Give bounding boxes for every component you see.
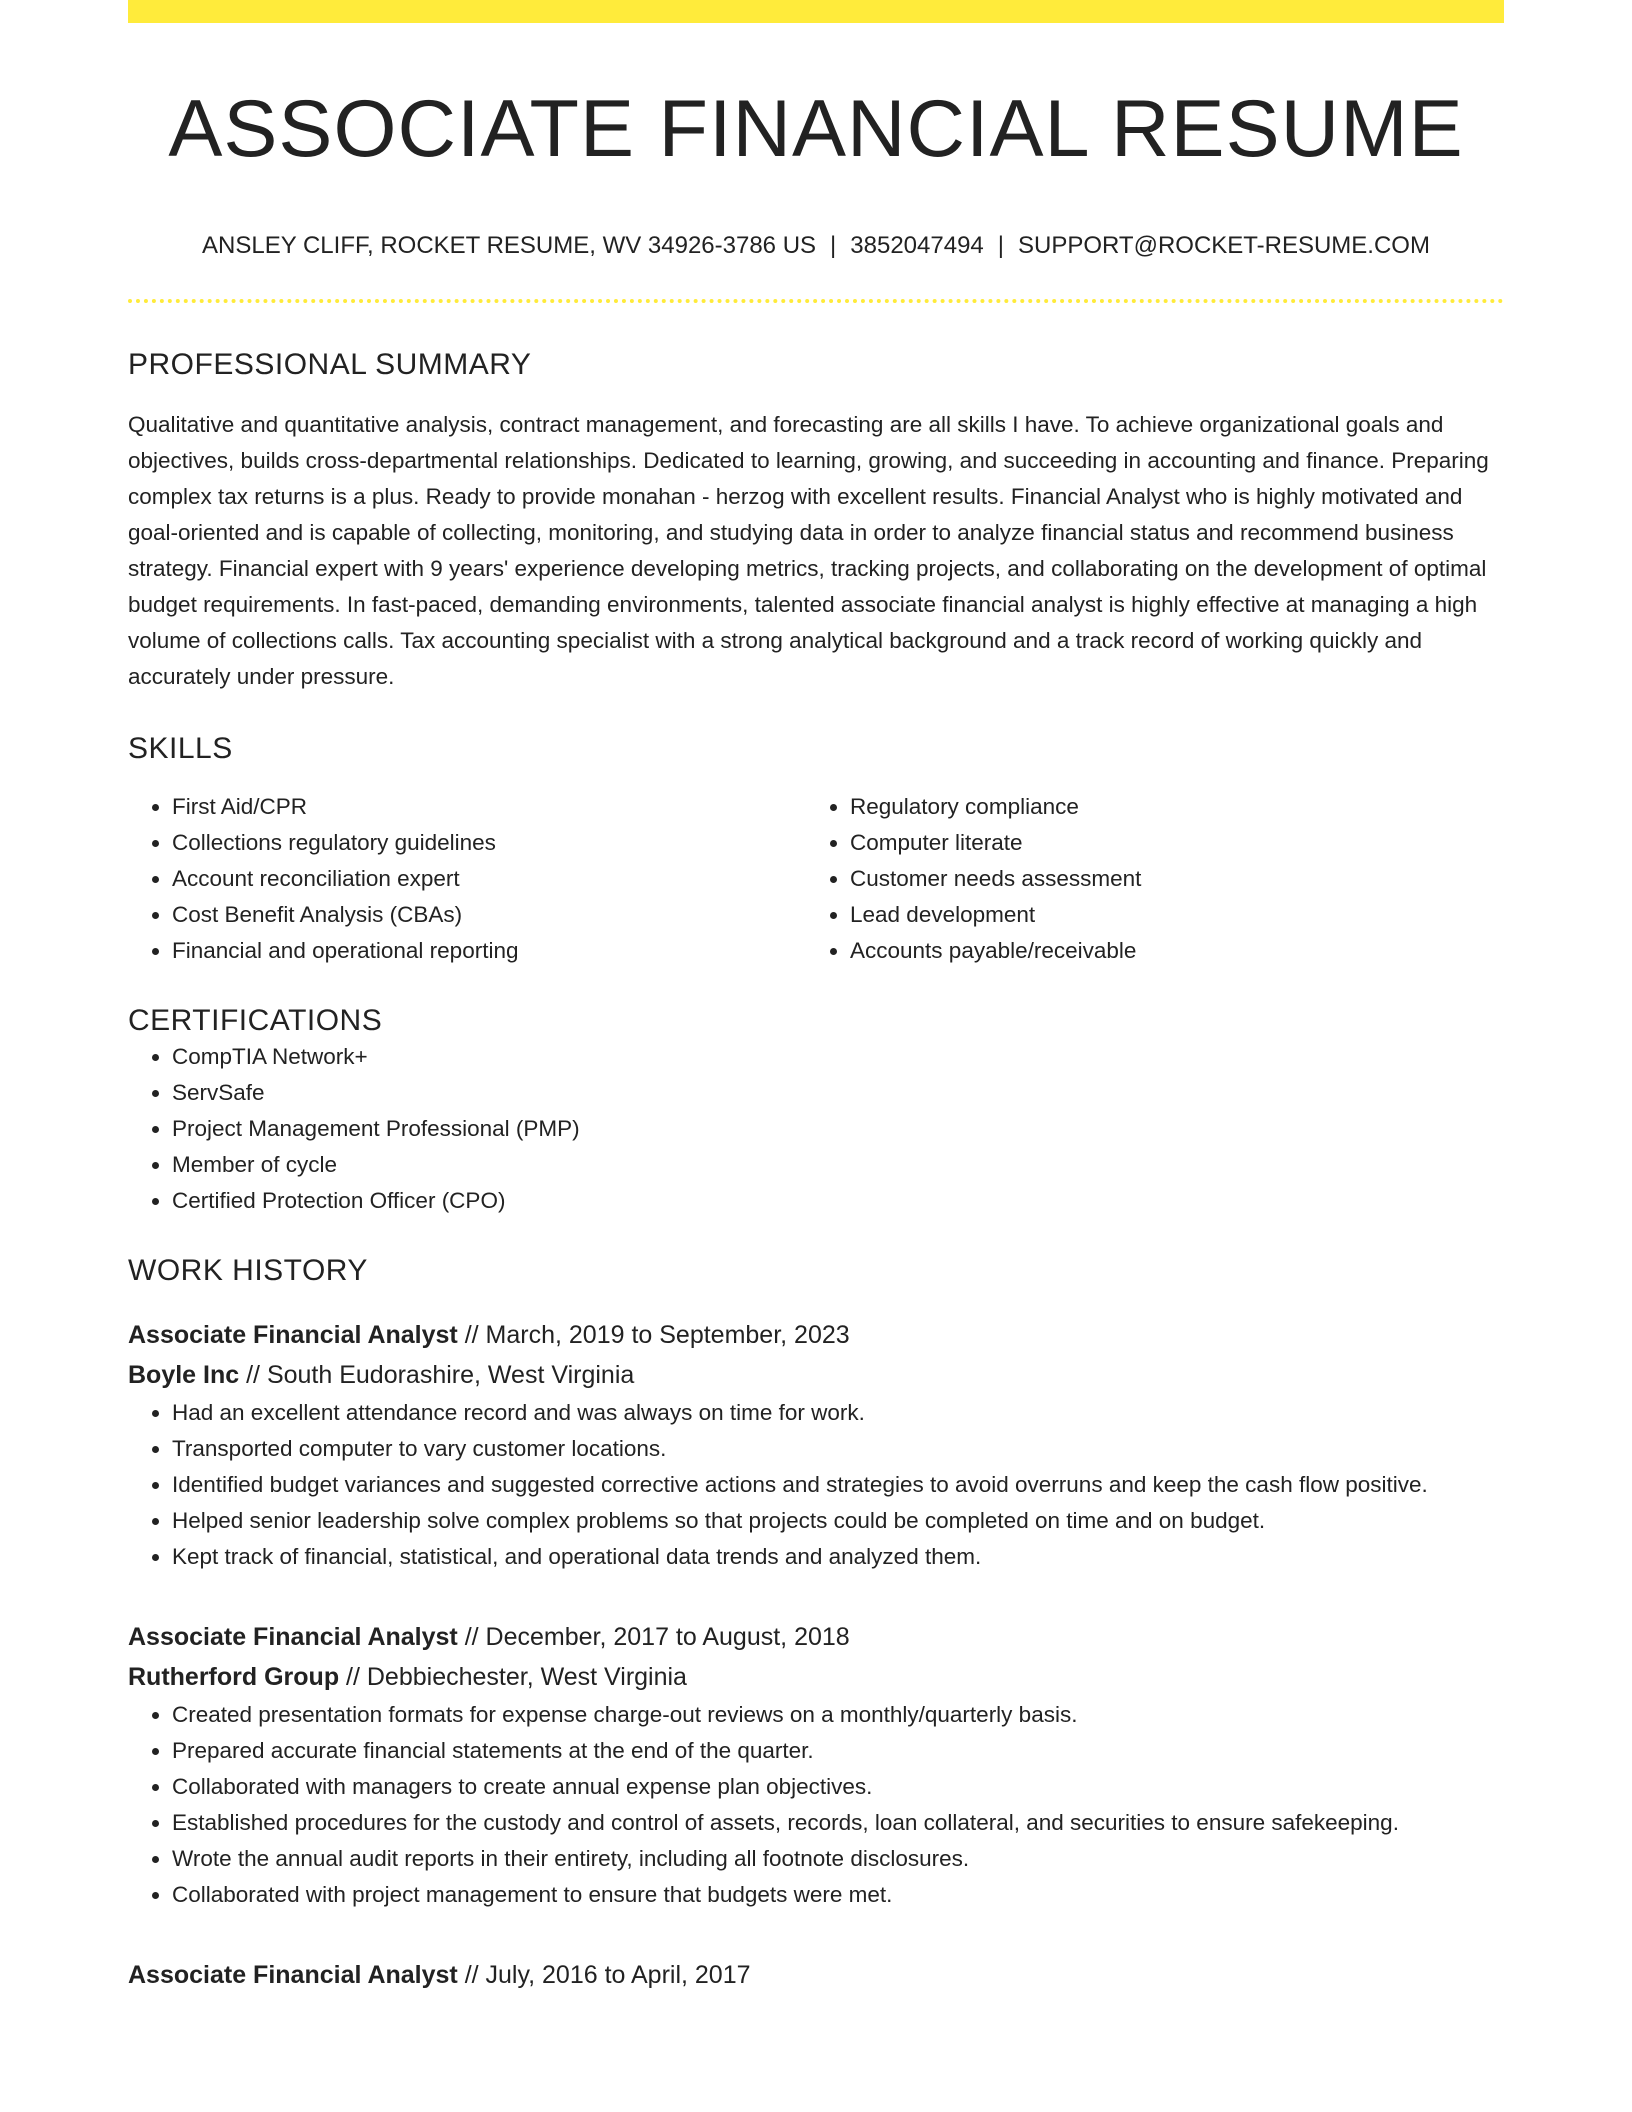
skill-item: • Accounts payable/receivable [850,933,1484,969]
job-title: Associate Financial Analyst [128,1961,458,1990]
job-duty-item: • Wrote the annual audit reports in their entirety, including all footnote disclosures. [172,1841,1504,1877]
contact-separator: | [830,232,837,260]
job-dates: // December, 2017 to August, 2018 [457,1623,850,1652]
job-duty-item: • Collaborated with managers to create annual expense plan objectives. [172,1769,1504,1805]
skills-column-left [128,789,806,969]
skills-heading: SKILLS [128,732,233,766]
certification-item: • Certified Protection Officer (CPO) [172,1183,1504,1219]
skills-grid [128,789,1504,969]
job-entry [128,1315,1504,1575]
resume-title: ASSOCIATE FINANCIAL RESUME [168,84,1464,174]
job-title: Associate Financial Analyst [128,1321,458,1350]
skill-item: • Collections regulatory guidelines [172,825,806,861]
job-title-line [128,1955,1504,1995]
dotted-divider [128,299,1504,303]
skill-item: • Cost Benefit Analysis (CBAs) [172,897,806,933]
job-location: // Debbiechester, West Virginia [339,1663,687,1692]
contact-address: ANSLEY CLIFF, ROCKET RESUME, WV 34926-3786 US [202,232,817,260]
job-location: // South Eudorashire, West Virginia [239,1361,635,1390]
skill-item: • First Aid/CPR [172,789,806,825]
job-duty-item: • Collaborated with project management to ensure that budgets were met. [172,1877,1504,1913]
skills-column-right [806,789,1484,969]
job-duty-item: • Identified budget variances and suggested corrective actions and strategies to avoid overruns and keep the cash flow positive. [172,1467,1504,1503]
job-dates: // March, 2019 to September, 2023 [457,1321,850,1350]
job-dates: // July, 2016 to April, 2017 [457,1961,751,1990]
skill-item: • Financial and operational reporting [172,933,806,969]
skill-item: • Customer needs assessment [850,861,1484,897]
job-company: Boyle Inc [128,1361,240,1390]
job-company-line [128,1355,1504,1395]
job-duties-list [128,1395,1504,1575]
summary-heading: PROFESSIONAL SUMMARY [128,348,532,382]
job-entry [128,1617,1504,1913]
job-duties-list [128,1697,1504,1913]
job-company: Rutherford Group [128,1663,340,1692]
certification-item: • Project Management Professional (PMP) [172,1111,1504,1147]
skill-item: • Regulatory compliance [850,789,1484,825]
resume-page [128,0,1504,1995]
contact-separator: | [997,232,1004,260]
job-title-line [128,1315,1504,1355]
job-duty-item: • Had an excellent attendance record and was always on time for work. [172,1395,1504,1431]
skill-item: • Account reconciliation expert [172,861,806,897]
top-accent-bar [128,0,1504,23]
certification-item: • ServSafe [172,1075,1504,1111]
job-title: Associate Financial Analyst [128,1623,458,1652]
job-duty-item: • Helped senior leadership solve complex problems so that projects could be completed on time and on budget. [172,1503,1504,1539]
job-duty-item: • Prepared accurate financial statements at the end of the quarter. [172,1733,1504,1769]
skill-item: • Computer literate [850,825,1484,861]
job-duty-item: • Kept track of financial, statistical, and operational data trends and analyzed them. [172,1539,1504,1575]
job-entry [128,1955,1504,1995]
contact-line [128,230,1504,261]
summary-text: Qualitative and quantitative analysis, contract management, and forecasting are all skills I have. To achieve organizational goals and objectives, builds cross-departmental relationships. Dedicated to learning, growing, and succeeding in accounting and finance. Preparing complex tax returns is a plus. Ready to provide monahan - herzog with excellent results. Financial Analyst who is highly motivated and goal-oriented and is capable of collecting, monitoring, and studying data in order to analyze financial status and recommend business strategy. Financial expert with 9 years' experience developing metrics, tracking projects, and collaborating on the development of optimal budget requirements. In fast-paced, demanding environments, talented associate financial analyst is highly effective at managing a high volume of collections calls. Tax accounting specialist with a strong analytical background and a track record of working quickly and accurately under pressure. [128,412,1489,690]
work-history-heading: WORK HISTORY [128,1254,368,1288]
job-duty-item: • Created presentation formats for expense charge-out reviews on a monthly/quarterly basis. [172,1697,1504,1733]
skills-list-left [128,789,806,969]
certifications-list [128,1039,1504,1219]
skills-list-right [806,789,1484,969]
contact-phone: 3852047494 [850,232,984,260]
job-duty-item: • Transported computer to vary customer locations. [172,1431,1504,1467]
job-company-line [128,1657,1504,1697]
skill-item: • Lead development [850,897,1484,933]
contact-email: SUPPORT@ROCKET-RESUME.COM [1018,232,1430,260]
certification-item: • Member of cycle [172,1147,1504,1183]
job-duty-item: • Established procedures for the custody and control of assets, records, loan collateral, and securities to ensure safekeeping. [172,1805,1504,1841]
certification-item: • CompTIA Network+ [172,1039,1504,1075]
certifications-heading: CERTIFICATIONS [128,1004,383,1038]
job-title-line [128,1617,1504,1657]
